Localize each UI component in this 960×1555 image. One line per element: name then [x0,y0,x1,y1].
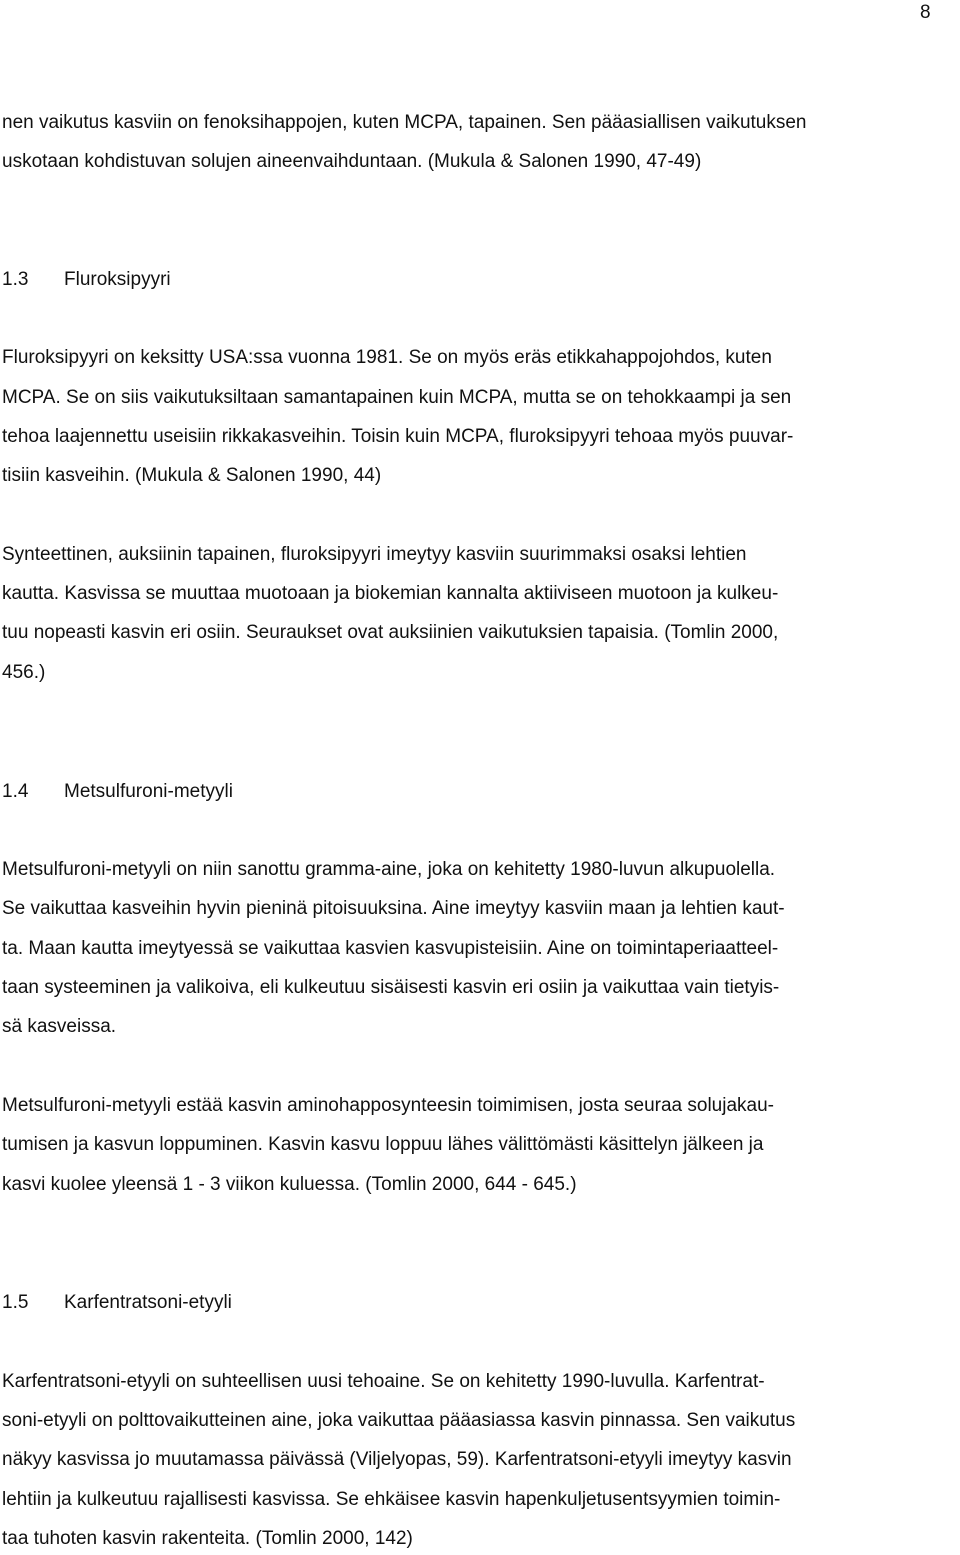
section-heading-1-4 [2,780,233,804]
section-number: 1.3 [2,269,29,290]
text-line: tuu nopeasti kasvin eri osiin. Seuraukset ovat auksiinien vaikutuksien tapaisia. (Tomlin 2000, [2,622,779,643]
text-line: tisiin kasveihin. (Mukula & Salonen 1990, 44) [2,465,382,486]
text-line: Fluroksipyyri on keksitty USA:ssa vuonna 1981. Se on myös eräs etikkahappojohdos, kuten [2,347,772,368]
text-line: soni-etyyli on polttovaikutteinen aine, joka vaikuttaa pääasiassa kasvin pinnassa. Sen vaikutus [2,1410,796,1431]
section-number: 1.4 [2,781,29,802]
page-number: 8 [920,2,931,23]
text-line: taa tuhoten kasvin rakenteita. (Tomlin 2000, 142) [2,1528,413,1549]
text-line: Metsulfuroni-metyyli on niin sanottu gramma-aine, joka on kehitetty 1980-luvun alkupuolella. [2,859,776,880]
text-line: Se vaikuttaa kasveihin hyvin pieninä pitoisuuksina. Aine imeytyy kasviin maan ja lehtien kaut- [2,898,785,919]
text-line: uskotaan kohdistuvan solujen aineenvaihduntaan. (Mukula & Salonen 1990, 47-49) [2,151,702,172]
text-line: kasvi kuolee yleensä 1 - 3 viikon kuluessa. (Tomlin 2000, 644 - 645.) [2,1174,577,1195]
section-title: Karfentratsoni-etyyli [64,1292,232,1313]
text-line: Synteettinen, auksiinin tapainen, fluroksipyyri imeytyy kasviin suurimmaksi osaksi lehtien [2,544,747,565]
text-line: Karfentratsoni-etyyli on suhteellisen uusi tehoaine. Se on kehitetty 1990-luvulla. Karfentrat- [2,1371,765,1392]
text-line: ta. Maan kautta imeytyessä se vaikuttaa kasvien kasvupisteisiin. Aine on toimintaperiaatteel- [2,938,779,959]
text-line: nen vaikutus kasviin on fenoksihappojen, kuten MCPA, tapainen. Sen pääasiallisen vaikutuksen [2,112,807,133]
text-line: lehtiin ja kulkeutuu rajallisesti kasvissa. Se ehkäisee kasvin hapenkuljetusentsyymien toimin- [2,1489,781,1510]
section-number: 1.5 [2,1292,29,1313]
section-title: Fluroksipyyri [64,269,171,290]
text-line: 456.) [2,662,46,683]
text-line: tehoa laajennettu useisiin rikkakasveihin. Toisin kuin MCPA, fluroksipyyri tehoaa myös puuvar- [2,426,794,447]
section-heading-1-5 [2,1291,232,1315]
section-heading-1-3 [2,268,171,292]
text-line: näkyy kasvissa jo muutamassa päivässä (Viljelyopas, 59). Karfentratsoni-etyyli imeytyy kasvin [2,1449,792,1470]
text-line: tumisen ja kasvun loppuminen. Kasvin kasvu loppuu lähes välittömästi käsittelyn jälkeen ja [2,1134,764,1155]
text-line: kautta. Kasvissa se muuttaa muotoaan ja biokemian kannalta aktiiviseen muotoon ja kulkeu- [2,583,779,604]
text-line: sä kasveissa. [2,1016,117,1037]
text-line: taan systeeminen ja valikoiva, eli kulkeutuu sisäisesti kasvin eri osiin ja vaikuttaa vain tietyis- [2,977,780,998]
text-line: Metsulfuroni-metyyli estää kasvin aminohapposynteesin toimimisen, josta seuraa solujakau- [2,1095,774,1116]
text-line: MCPA. Se on siis vaikutuksiltaan samantapainen kuin MCPA, mutta se on tehokkaampi ja sen [2,387,792,408]
section-title: Metsulfuroni-metyyli [64,781,233,802]
